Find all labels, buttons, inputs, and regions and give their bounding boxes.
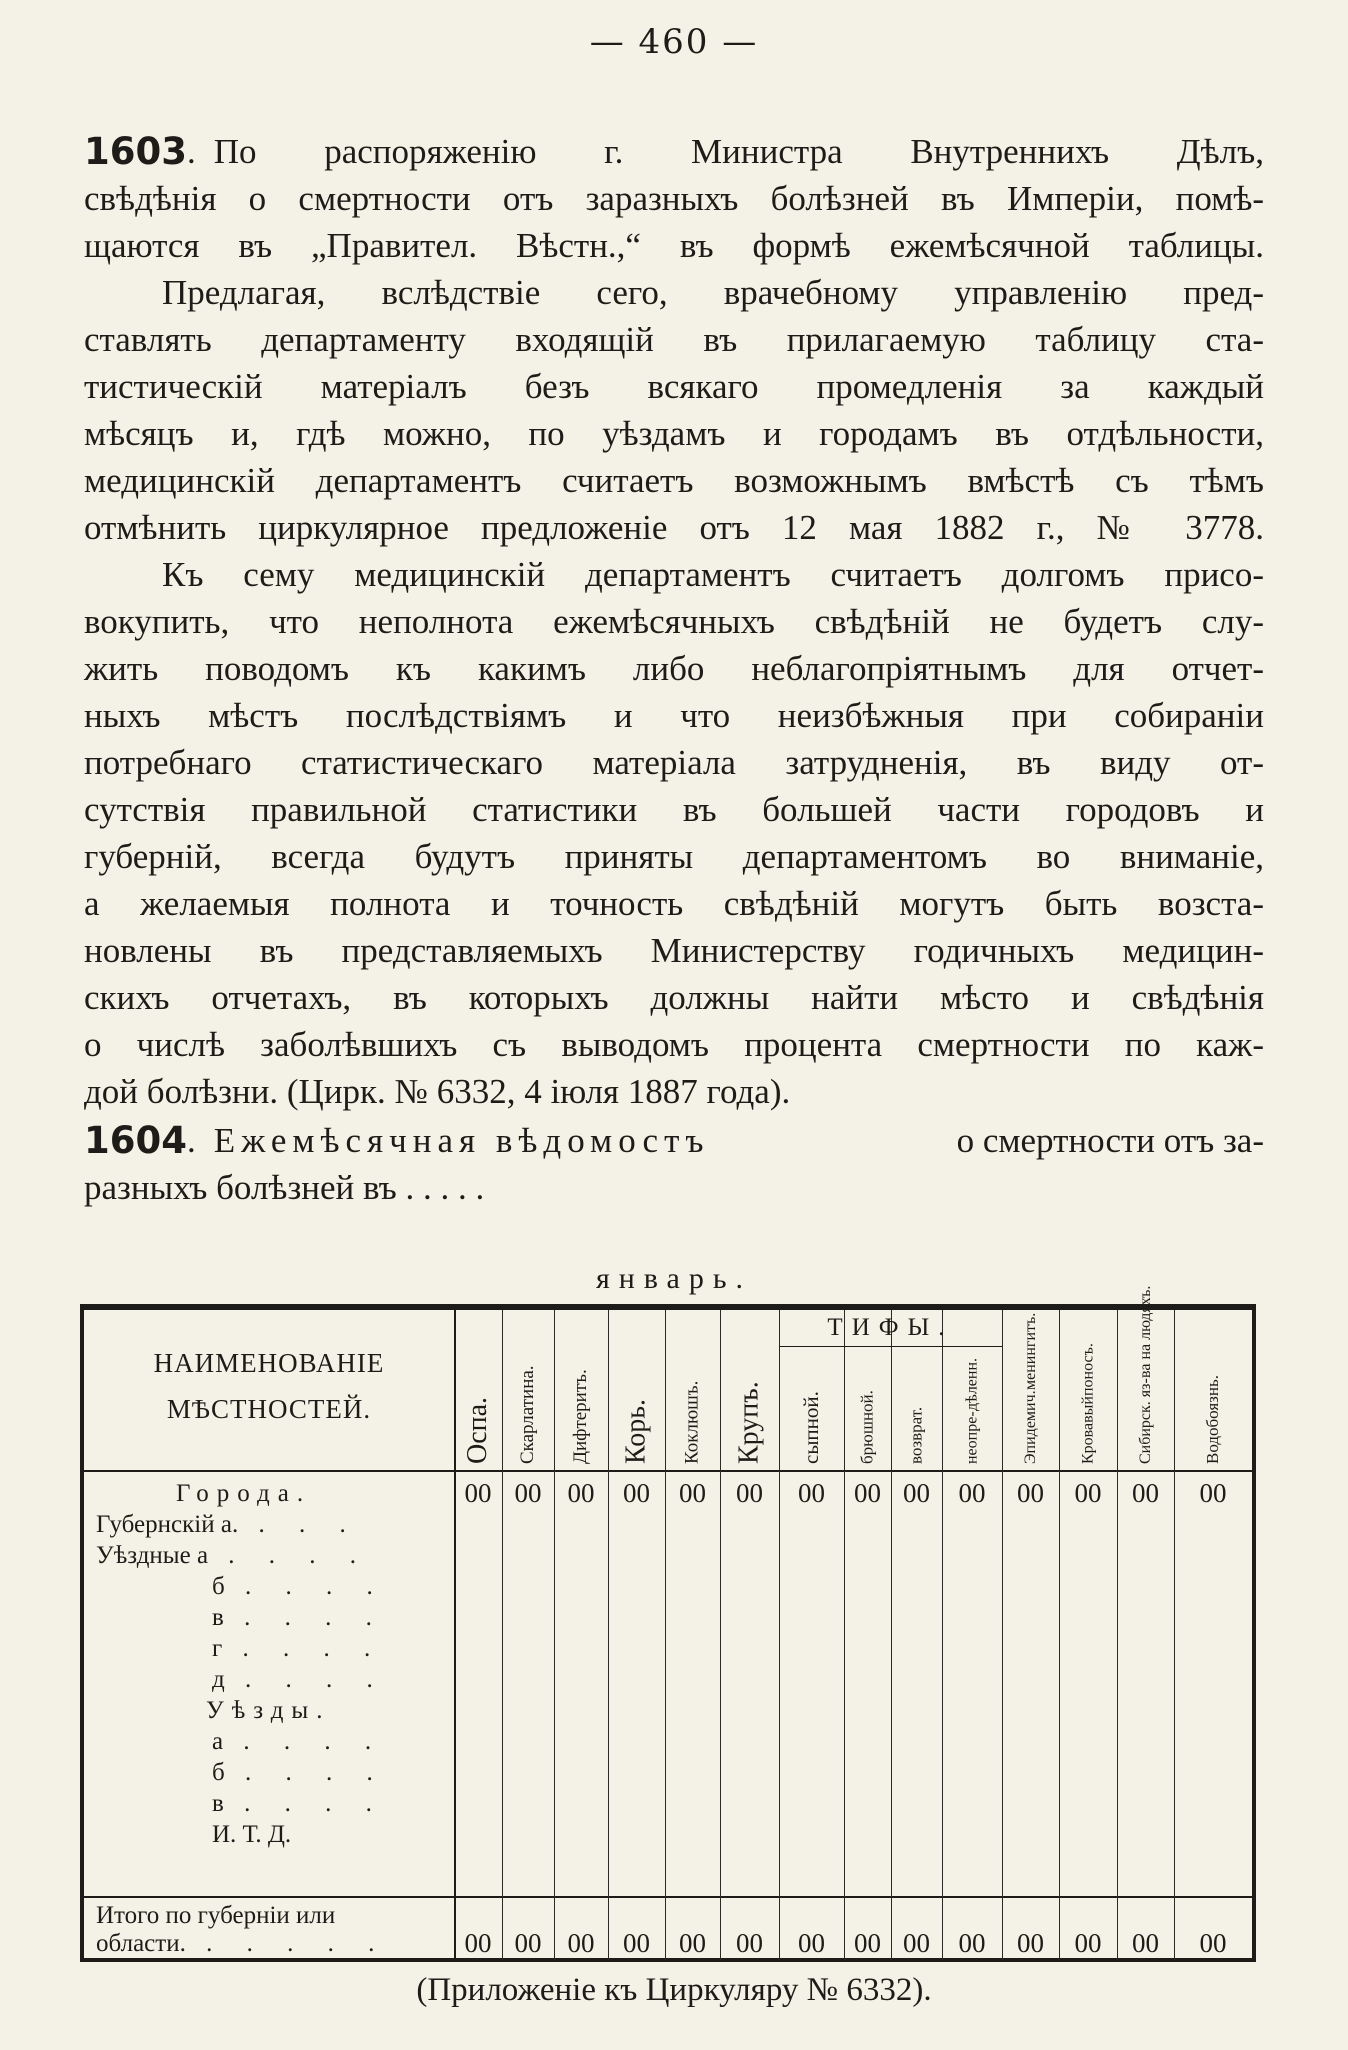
total-cell: 00 [1132,1928,1159,1958]
table-cell: 00 [958,1478,986,1508]
leader-dots: . . . . . [185,1930,389,1957]
text-line [84,1068,1264,1115]
column-header [502,1316,554,1464]
column-header-line: Водобоязнь. [1203,1375,1222,1464]
column-header-line: Крупъ. [733,1381,765,1464]
text-line [84,410,1264,457]
total-cell: 00 [514,1928,542,1958]
table-cell: 00 [1074,1478,1102,1508]
total-cell: 00 [464,1928,492,1958]
column-header [665,1316,720,1464]
total-cell: 00 [1017,1928,1044,1958]
text-line [84,927,1264,974]
appendix-caption: (Приложеніе къ Циркуляру № 6332). [416,1972,932,2008]
row-label-text: б [212,1759,225,1786]
text-line [84,880,1264,927]
column-header [844,1350,891,1464]
text-line [84,739,1264,786]
tify-underline [779,1346,1002,1347]
mortality-table [80,1285,1256,1962]
row-label [212,1604,386,1632]
text-line-content: вокупить, что неполнота ежемѣсячныхъ свѣдѣній не будетъ слу- [84,602,1264,641]
section-1604-title: Ежемѣсячная вѣдомостъ [213,1121,710,1160]
text-line-content: губерній, всегда будутъ приняты департаментомъ во вниманіе, [84,837,1264,876]
row-label [96,1511,360,1539]
text-line-content: сутствія правильной статистики въ большей части городовъ и [84,790,1264,829]
leader-dots: . . . . [208,1542,371,1569]
leader-dots: . . . . [224,1666,387,1693]
text-line-content: щаются въ „Правител. Вѣстн.,“ въ формѣ ежемѣсячной таблицы. [84,226,1264,265]
column-header-line: Коклюшъ. [681,1380,703,1464]
column-header-line: возврат. [906,1406,926,1464]
leader-dots: . . . . [224,1573,387,1600]
leader-dots: . . . [238,1511,360,1538]
text-line [84,974,1264,1021]
column-header [891,1350,942,1464]
text-line [84,269,1264,316]
leader-dots: . . . . [223,1604,386,1631]
total-cell: 00 [958,1928,986,1958]
total-cell: 00 [1074,1928,1102,1958]
column-header-line: сыпной. [799,1391,823,1464]
text-line-content: дой болѣзни. (Цирк. № 6332, 4 іюля 1887 года). [84,1072,791,1111]
text-line-content: свѣдѣнія о смертности отъ заразныхъ болѣзней въ Имперіи, помѣ- [84,179,1264,218]
column-header-line: Корь. [620,1398,652,1464]
text-line-content: а желаемыя полнота и точность свѣдѣній могутъ быть возста- [84,884,1264,923]
text-line [84,1164,1264,1211]
row-label-text: д [212,1666,225,1693]
column-header [554,1316,608,1464]
row-label-text: Уѣзды. [206,1697,331,1724]
row-label [206,1697,330,1725]
total-cell: 00 [1199,1928,1227,1958]
text-line-content: разныхъ болѣзней въ . . . . . [84,1168,485,1207]
total-cell: 00 [679,1928,706,1958]
total-cell: 00 [567,1928,595,1958]
section-number: 1603 [84,130,187,173]
text-line-content: жить поводомъ къ какимъ либо неблагопріятнымъ для отчет- [84,649,1264,688]
section-1604-title-rest: о смертности отъ за- [956,1121,1264,1160]
row-label [176,1480,311,1508]
text-line [84,457,1264,504]
row-label-text: а [212,1728,224,1755]
text-line-content: потребнаго статистическаго матеріала затрудненія, въ виду от- [84,743,1264,782]
column-header [1002,1313,1059,1464]
column-header [720,1316,779,1464]
table-cell: 00 [1017,1478,1044,1508]
text-line-content: ныхъ мѣстъ послѣдствіямъ и что неизбѣжныя при собираніи [84,696,1264,735]
row-label [212,1790,386,1818]
text-line-content: отмѣнить циркулярное предложеніе отъ 12 мая 1882 г., № 3778. [84,508,1264,547]
table-cell: 00 [514,1478,542,1508]
row-label-text: б [212,1573,225,1600]
row-label [212,1573,387,1601]
total-divider [84,1896,1252,1898]
text-line-content: ставлять департаменту входящій въ прилагаемую таблицу ста- [84,320,1264,359]
paragraph-1603 [84,128,1264,1211]
text-line [84,645,1264,692]
total-label [96,1930,388,1958]
row-label [212,1728,385,1756]
row-label [212,1666,387,1694]
header-divider [84,1470,1252,1472]
text-line [84,598,1264,645]
table-cell: 00 [798,1478,825,1508]
text-line [84,551,1264,598]
column-header-line: брюшной. [857,1390,877,1464]
column-header-line: ва на людяхъ. [1137,1285,1154,1379]
text-line [84,175,1264,222]
name-header-line: НАИМЕНОВАНІЕ [153,1348,385,1378]
table-cell: 00 [736,1478,763,1508]
total-label: Итого по губерніи или [96,1902,336,1929]
text-line-content: о числѣ заболѣвшихъ съ выводомъ процента смертности по каж- [84,1025,1264,1064]
table-cell: 00 [1199,1478,1227,1508]
text-line [84,222,1264,269]
text-line [84,833,1264,880]
leader-dots: . . . . [224,1759,387,1786]
total-cell: 00 [903,1928,930,1958]
text-line [84,692,1264,739]
column-header-line: поносъ. [1079,1343,1097,1397]
text-line-content: По распоряженію г. Министра Внутреннихъ Дѣлъ, [213,132,1264,171]
column-header-line: Кровавый [1079,1396,1097,1464]
section-1604-heading: 1604 . Ежемѣсячная вѣдомостъ о смертности отъ за- [84,1119,1264,1162]
row-label-text: Города. [176,1480,312,1507]
table-cell: 00 [903,1478,930,1508]
text-line-content: тистическій матеріалъ безъ всякаго промедленія за каждый [84,367,1264,406]
total-cell: 00 [623,1928,650,1958]
row-label-text: Губернскій а. [96,1511,239,1538]
column-header-line: менингитъ. [1022,1313,1039,1391]
column-header-line: Дифтеритъ. [570,1369,591,1464]
table-cell: 00 [854,1478,881,1508]
name-header-line: МѢСТНОСТЕЙ. [166,1394,372,1424]
column-header [779,1350,844,1464]
column-header [1117,1285,1174,1464]
text-line [84,1021,1264,1068]
total-cell: 00 [736,1928,763,1958]
column-header-line: Сибирск. яз- [1137,1378,1154,1464]
row-label-text: Уѣздные а [96,1542,209,1569]
text-line [84,316,1264,363]
row-label [212,1821,291,1849]
row-label [212,1759,387,1787]
text-line-content: медицинскій департаментъ считаетъ возможнымъ вмѣстѣ съ тѣмъ [84,461,1264,500]
total-cell: 00 [798,1928,825,1958]
text-line-content: скихъ отчетахъ, въ которыхъ должны найти мѣсто и свѣдѣнія [84,978,1264,1017]
column-header [942,1350,1002,1464]
leader-dots: . . . . [222,1635,385,1662]
table-cell: 00 [567,1478,595,1508]
text-line-content: Предлагая, вслѣдствіе сего, врачебному управленію пред- [162,273,1264,312]
text-line: 1603 . По распоряженію г. Министра Внутреннихъ Дѣлъ, [84,130,1264,173]
leader-dots: . . . . [223,1790,386,1817]
column-header [1059,1316,1117,1464]
text-line [84,363,1264,410]
total-cell: 00 [854,1928,881,1958]
row-label-text: И. Т. Д. [212,1821,292,1848]
row-label [212,1635,384,1663]
leader-dots: . . . . [223,1728,386,1755]
table-cell: 00 [679,1478,706,1508]
column-header-line: Оспа. [462,1396,493,1464]
text-line [84,504,1264,551]
column-header [608,1316,665,1464]
row-label-text: г [212,1635,223,1662]
column-header [454,1316,502,1464]
name-column-header [84,1340,454,1432]
row-label-text: в [212,1790,224,1817]
page-number: — 460 — [589,22,759,62]
table-cell: 00 [1132,1478,1159,1508]
text-line-content: Къ сему медицинскій департаментъ считаетъ долгомъ присо- [162,555,1264,594]
row-label [96,1542,370,1570]
column-header-line: Скарлатина. [517,1365,538,1464]
tify-group-header: ТИФЫ. [827,1314,954,1341]
column-header-line: неопре- [963,1411,981,1464]
table-cell: 00 [464,1478,492,1508]
text-line-content: новлены въ представляемыхъ Министерству годичныхъ медицин- [84,931,1264,970]
section-number: 1604 [84,1119,187,1162]
row-label-text: в [212,1604,224,1631]
table-cell: 00 [623,1478,650,1508]
text-line [84,786,1264,833]
table-month: январь. [595,1262,753,1295]
column-header-line: дѣленн. [963,1358,981,1412]
column-header [1174,1316,1252,1464]
text-line-content: мѣсяцъ и, гдѣ можно, по уѣздамъ и городамъ въ отдѣльности, [84,414,1264,453]
column-header-line: Эпидемич. [1022,1390,1039,1464]
total-label-text: области. [96,1930,186,1957]
